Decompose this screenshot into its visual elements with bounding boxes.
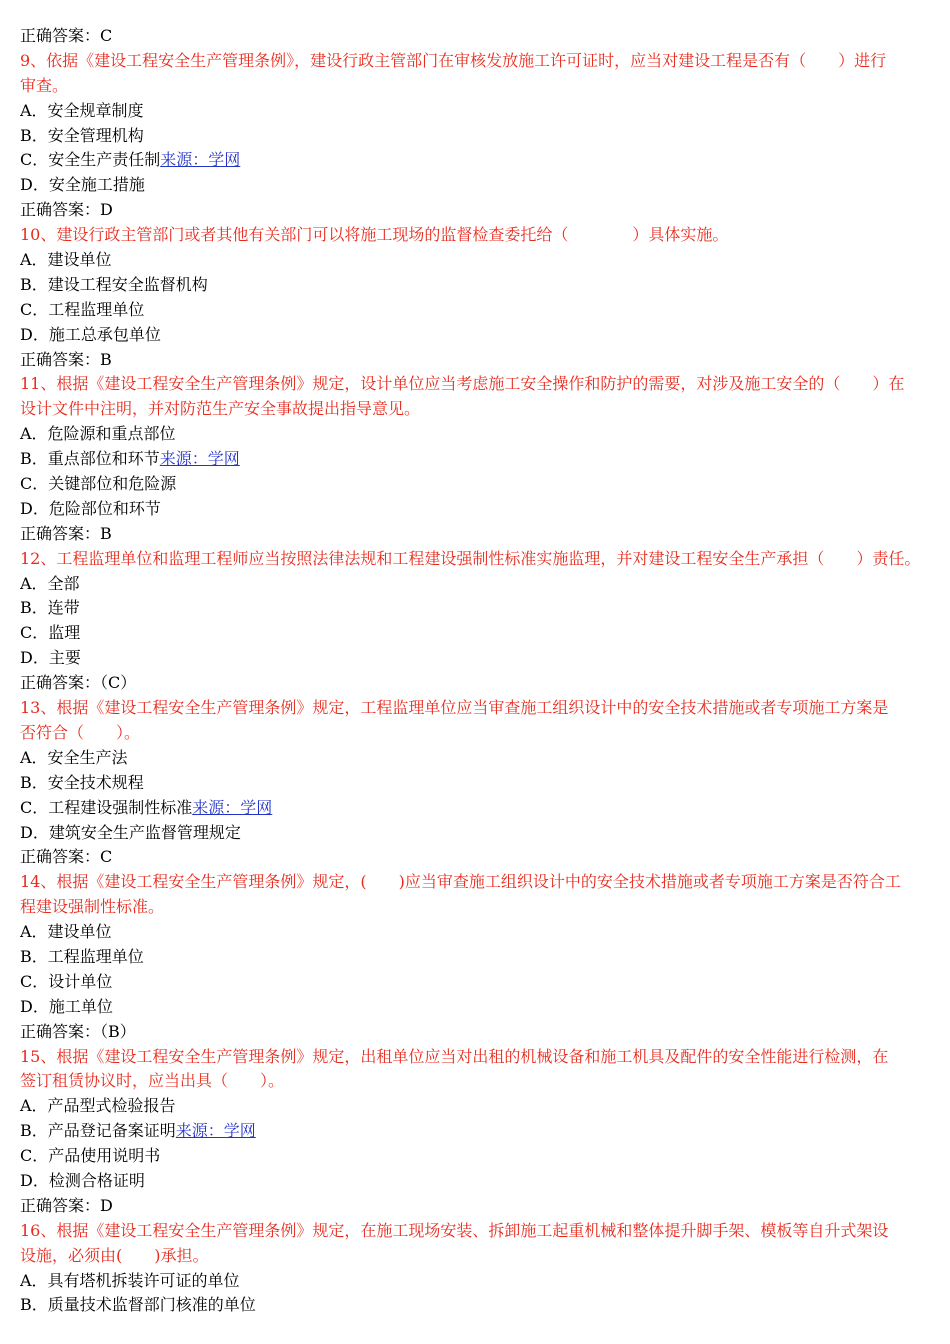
option-text: C．工程监理单位 (20, 299, 145, 319)
option-text: B．重点部位和环节 (20, 449, 160, 469)
question-text: 14、根据《建设工程安全生产管理条例》规定，( )应当审查施工组织设计中的安全技术措施或者专项施工方案是否符合工 (20, 872, 901, 892)
question-text: 16、根据《建设工程安全生产管理条例》规定，在施工现场安装、拆卸施工起重机械和整体提升脚手架、模板等自升式架设 (20, 1220, 889, 1240)
option-line (20, 124, 932, 149)
option-text: A．建设单位 (20, 922, 112, 942)
option-text: D．检测合格证明 (20, 1170, 145, 1190)
question-text: 审查。 (20, 75, 69, 95)
option-line (20, 1269, 932, 1294)
question-text: 9、依据《建设工程安全生产管理条例》，建设行政主管部门在审核发放施工许可证时，应当对建设工程是否有（ ）进行 (20, 50, 887, 70)
option-line (20, 920, 932, 945)
option-text: A．产品型式检验报告 (20, 1096, 176, 1116)
option-line (20, 148, 932, 173)
option-line (20, 298, 932, 323)
question-text: 否符合（ ）。 (20, 722, 141, 742)
option-line (20, 1293, 932, 1318)
option-text: C．产品使用说明书 (20, 1146, 161, 1166)
option-text: D．施工单位 (20, 996, 113, 1016)
source-link[interactable]: 来源：学网 (160, 150, 241, 170)
question-text: 12、工程监理单位和监理工程师应当按照法律法规和工程建设强制性标准实施监理，并对建设工程安全生产承担（ ）责任。 (20, 548, 921, 568)
answer-line: 正确答案：（B） (20, 1021, 136, 1041)
question-text: 15、根据《建设工程安全生产管理条例》规定，出租单位应当对出租的机械设备和施工机具及配件的安全性能进行检测，在 (20, 1046, 889, 1066)
option-line (20, 1169, 932, 1194)
option-text: B．安全管理机构 (20, 125, 144, 145)
option-line (20, 945, 932, 970)
option-line (20, 646, 932, 671)
option-text: B．建设工程安全监督机构 (20, 274, 208, 294)
option-line (20, 596, 932, 621)
option-text: C．监理 (20, 623, 81, 643)
option-text: C．关键部位和危险源 (20, 474, 177, 494)
option-line (20, 422, 932, 447)
option-line (20, 771, 932, 796)
option-line (20, 572, 932, 597)
option-line (20, 796, 932, 821)
option-text: B．工程监理单位 (20, 946, 144, 966)
question-text: 10、建设行政主管部门或者其他有关部门可以将施工现场的监督检查委托给（ ）具体实施。 (20, 225, 729, 245)
question-text: 程建设强制性标准。 (20, 897, 165, 917)
option-line (20, 173, 932, 198)
answer-line: 正确答案：D (20, 200, 113, 220)
option-line (20, 497, 932, 522)
document-body (20, 24, 932, 1318)
option-text: A．安全规章制度 (20, 100, 144, 120)
option-text: A．全部 (20, 573, 80, 593)
question-text: 11、根据《建设工程安全生产管理条例》规定，设计单位应当考虑施工安全操作和防护的需要，对涉及施工安全的（ ）在 (20, 374, 905, 394)
option-line (20, 621, 932, 646)
option-line (20, 821, 932, 846)
option-text: C．安全生产责任制 (20, 150, 161, 170)
answer-line: 正确答案：C (20, 26, 113, 45)
option-text: D．主要 (20, 648, 81, 668)
option-text: B．质量技术监督部门核准的单位 (20, 1295, 256, 1315)
option-text: B．安全技术规程 (20, 772, 144, 792)
answer-line: 正确答案：（C） (20, 673, 137, 693)
option-text: D．施工总承包单位 (20, 324, 161, 344)
option-line (20, 323, 932, 348)
question-text: 签订租赁协议时，应当出具（ ）。 (20, 1071, 285, 1091)
option-text: C．设计单位 (20, 971, 113, 991)
answer-line: 正确答案：B (20, 349, 112, 369)
option-text: A．建设单位 (20, 250, 112, 270)
option-text: A．具有塔机拆装许可证的单位 (20, 1270, 240, 1290)
question-text: 设施，必须由( )承担。 (20, 1245, 209, 1265)
option-text: D．危险部位和环节 (20, 498, 161, 518)
option-text: A．危险源和重点部位 (20, 424, 176, 444)
option-line (20, 995, 932, 1020)
option-text: B．连带 (20, 598, 80, 618)
option-text: C．工程建设强制性标准 (20, 797, 193, 817)
option-text: A．安全生产法 (20, 747, 128, 767)
option-line (20, 970, 932, 995)
option-line (20, 99, 932, 124)
option-line (20, 273, 932, 298)
answer-line: 正确答案：B (20, 523, 112, 543)
source-link[interactable]: 来源：学网 (159, 449, 240, 469)
source-link[interactable]: 来源：学网 (192, 797, 273, 817)
source-link[interactable]: 来源：学网 (175, 1121, 256, 1141)
question-text: 13、根据《建设工程安全生产管理条例》规定，工程监理单位应当审查施工组织设计中的安全技术措施或者专项施工方案是 (20, 698, 889, 718)
option-line (20, 447, 932, 472)
option-line (20, 746, 932, 771)
option-line (20, 472, 932, 497)
question-text: 设计文件中注明，并对防范生产安全事故提出指导意见。 (20, 399, 421, 419)
option-text: B．产品登记备案证明 (20, 1121, 176, 1141)
option-text: D．安全施工措施 (20, 175, 145, 195)
answer-line: 正确答案：C (20, 847, 113, 867)
option-line (20, 1144, 932, 1169)
option-text: D．建筑安全生产监督管理规定 (20, 822, 241, 842)
option-line (20, 1094, 932, 1119)
option-line (20, 248, 932, 273)
answer-line: 正确答案：D (20, 1195, 113, 1215)
option-line (20, 1119, 932, 1144)
